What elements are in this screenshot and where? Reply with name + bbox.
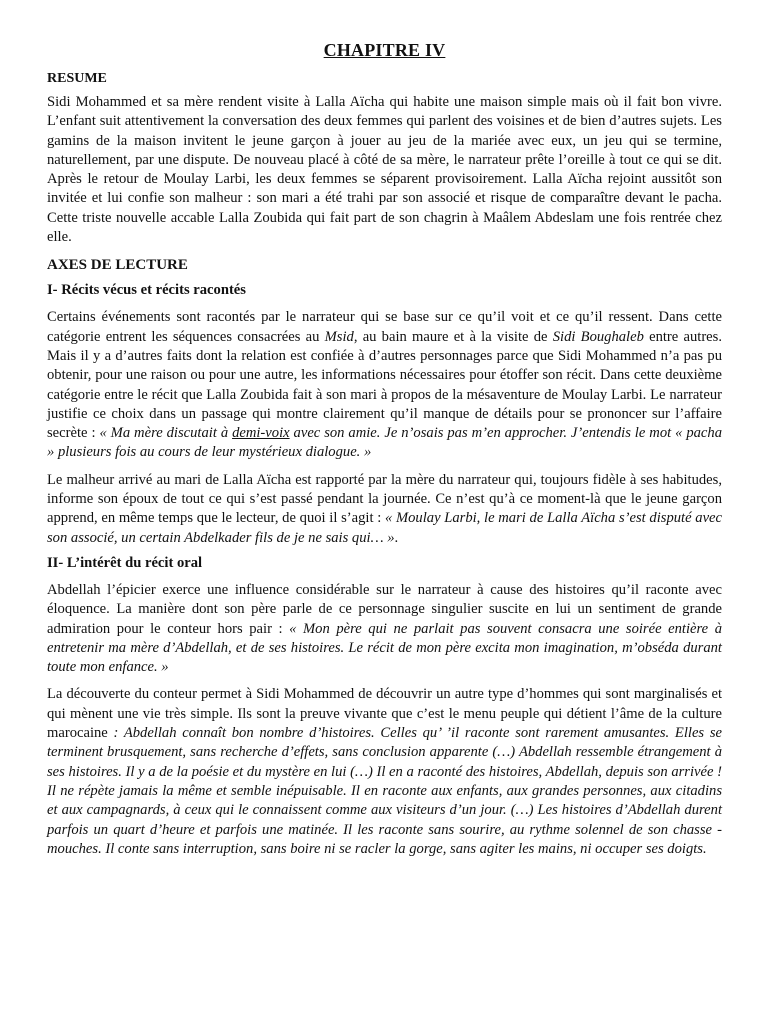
text-run: , au bain maure et à la visite de xyxy=(353,328,553,345)
italic-term-msid: Msid xyxy=(324,328,354,345)
text-run: La découverte du conteur permet à Sidi Mohammed de découvrir un autre type d’hommes qui sont marginalisés et qui mènent une vie très simple. Ils sont la preuve vivante que c’est le menu peuple qui détient l’âme de la culture marocaine xyxy=(47,686,722,742)
section-2-paragraph-2 xyxy=(47,685,722,859)
quotation: « Ma mère discutait à xyxy=(99,425,233,442)
quotation: « Mon père qui ne parlait pas souvent consacra une soirée entière à entretenir ma mère d’Abdellah, et de ses histoires. Le récit de mon père excita mon imagination, m’obséda durant toute mon enfance. » xyxy=(47,620,722,676)
resume-label: RESUME xyxy=(47,71,107,86)
section-1-paragraph-1 xyxy=(47,308,722,462)
italic-term-sidi-boughaleb: Sidi Boughaleb xyxy=(552,328,644,345)
text-run: Certains événements sont racontés par le narrateur qui se base sur ce qu’il voit et ce qu’il ressent. Dans cette catégorie entrent les séquences consacrées au xyxy=(47,309,722,345)
section-1-paragraph-2 xyxy=(47,471,722,548)
resume-paragraph: Sidi Mohammed et sa mère rendent visite à Lalla Aïcha qui habite une maison simple mais où il fait bon vivre. L’enfant suit attentivement la conversation des deux femmes qui parlent des voisines et de bien d’autres sujets. Les gamins de la maison invitent le jeune garçon à jouer au jeu de la mariée avec eux, un jeu qui se termine, naturellement, par une dispute. De nouveau placé à côté de sa mère, le narrateur prête l’oreille à tout ce qui se dit. Après le retour de Moulay Larbi, les deux femmes se séparent provisoirement. Lalla Aïcha rejoint aussitôt son invitée et lui confie son malheur : son mari a été trahi par son associé et risque de comparaître devant le pacha. Cette triste nouvelle accable Lalla Zoubida qui fait part de son chagrin à Maâlem Abdeslam une fois rentrée chez elle. xyxy=(47,94,722,246)
underlined-term-demi-voix: demi-voix xyxy=(232,425,290,442)
quotation: avec son amie. Je n’osais pas m’en approcher. J’entendis le mot « pacha » plusieurs fois au cours de leur mystérieux dialogue. » xyxy=(47,425,723,461)
quotation: : Abdellah connaît bon nombre d’histoires. Celles qu’ ’il raconte sont rarement amusantes. Elles se terminent brusquement, sans recherche d’effets, sans conclusion apparente (…) Abdellah ressemble étrangement à ses histoires. Il y a de la poésie et du mystère en lui (…) Il en a raconté des histoires, Abdellah, depuis son arrivée ! Il ne répète jamais la même et semble inépuisable. Il en raconte aux enfants, aux grandes personnes, aux citadins et aux campagnards, à ceux qui le connaissent comme aux visiteurs d’un jour. (…) Les histoires d’Abdellah durent parfois un quart d’heure et parfois une matinée. Il les raconte sans sourire, au rythme solennel de son chasse -mouches. Il conte sans interruption, sans boire ni se racler la gorge, sans agiter les mains, ni occuper ses doigts. xyxy=(47,725,722,857)
quotation-underlined xyxy=(232,425,290,441)
chapter-title: CHAPITRE IV xyxy=(323,40,446,60)
axes-de-lecture-heading: AXES DE LECTURE xyxy=(47,257,188,274)
text-run: Le malheur arrivé au mari de Lalla Aïcha est rapporté par la mère du narrateur qui, toujours fidèle à ses habitudes, informe son époux de tout ce qui s’est passé pendant la journée. Ce n’est qu’à ce moment-là que le jeune garçon apprend, en même temps que le lecteur, de quoi il s’agit : xyxy=(47,471,722,527)
section-1-heading: I- Récits vécus et récits racontés xyxy=(47,282,246,299)
text-run: entre autres. Mais il y a d’autres faits dont la relation est confiée à d’autres personnages parce que Sidi Mohammed n’a pas pu obtenir, pour une raison ou pour une autre, les informations nécessaires pour étoffer son récit. Dans cette deuxième catégorie entre le récit que Lalla Zoubida fait à son mari à propos de la mésaventure de Moulay Larbi. Le narrateur justifie ce choix dans un passage qui montre clairement qu’il manque de détails pour se prononcer sur l’affaire secrète : xyxy=(47,328,722,442)
section-2-paragraph-1 xyxy=(47,581,722,677)
section-2-heading: II- L’intérêt du récit oral xyxy=(47,554,203,571)
text-run: Abdellah l’épicier exerce une influence considérable sur le narrateur à cause des histoires qu’il raconte avec éloquence. La manière dont son père parle de ce personnage singulier suscite en lui un sentiment de grande admiration pour le conteur hors pair : xyxy=(47,581,722,637)
quotation: « Moulay Larbi, le mari de Lalla Aïcha s’est disputé avec son associé, un certain Abdelkader fils de je ne sais qui… » xyxy=(47,510,722,546)
text-run: . xyxy=(394,529,399,546)
